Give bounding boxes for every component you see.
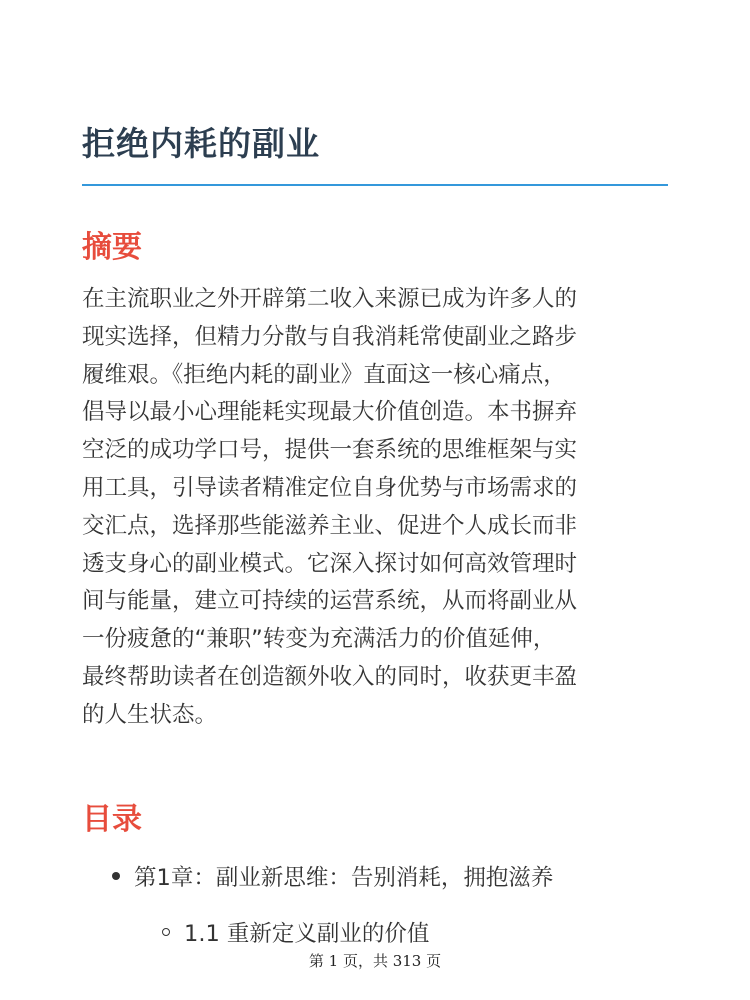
abstract-heading: 摘要 xyxy=(82,230,142,265)
page-number-footer: 第 1 页，共 313 页 xyxy=(308,952,442,970)
abstract-line: 一份疲惫的“兼职”转变为充满活力的价值延伸， xyxy=(82,626,556,653)
abstract-line: 的人生状态。 xyxy=(82,701,218,728)
toc-item-section-1-1[interactable] xyxy=(160,916,429,948)
toc-item-chapter-1[interactable] xyxy=(112,860,553,892)
abstract-line: 倡导以最小心理能耗实现最大价值创造。本书摒弃 xyxy=(82,399,578,426)
toc-item-label: 第1章：副业新思维：告别消耗，拥抱滋养 xyxy=(134,865,554,891)
abstract-paragraph xyxy=(82,281,672,735)
abstract-line: 交汇点，选择那些能滋养主业、促进个人成长而非 xyxy=(82,512,578,539)
abstract-line: 透支身心的副业模式。它深入探讨如何高效管理时 xyxy=(82,550,578,577)
abstract-line: 最终帮助读者在创造额外收入的同时，收获更丰盈 xyxy=(82,663,578,690)
document-title: 拒绝内耗的副业 xyxy=(82,124,320,163)
abstract-line: 空泛的成功学口号，提供一套系统的思维框架与实 xyxy=(82,437,578,464)
toc-item-label: 1.1 重新定义副业的价值 xyxy=(184,921,430,947)
abstract-line: 在主流职业之外开辟第二收入来源已成为许多人的 xyxy=(82,286,578,312)
abstract-line: 间与能量，建立可持续的运营系统，从而将副业从 xyxy=(82,588,578,615)
title-divider xyxy=(82,184,668,186)
abstract-line: 履维艰。《拒绝内耗的副业》直面这一核心痛点， xyxy=(82,361,566,388)
abstract-line: 用工具，引导读者精准定位自身优势与市场需求的 xyxy=(82,474,578,501)
bullet-circle-icon xyxy=(162,928,170,936)
abstract-line: 现实选择，但精力分散与自我消耗常使副业之路步 xyxy=(82,323,578,350)
toc-heading: 目录 xyxy=(82,802,142,837)
bullet-disc-icon xyxy=(112,872,120,880)
